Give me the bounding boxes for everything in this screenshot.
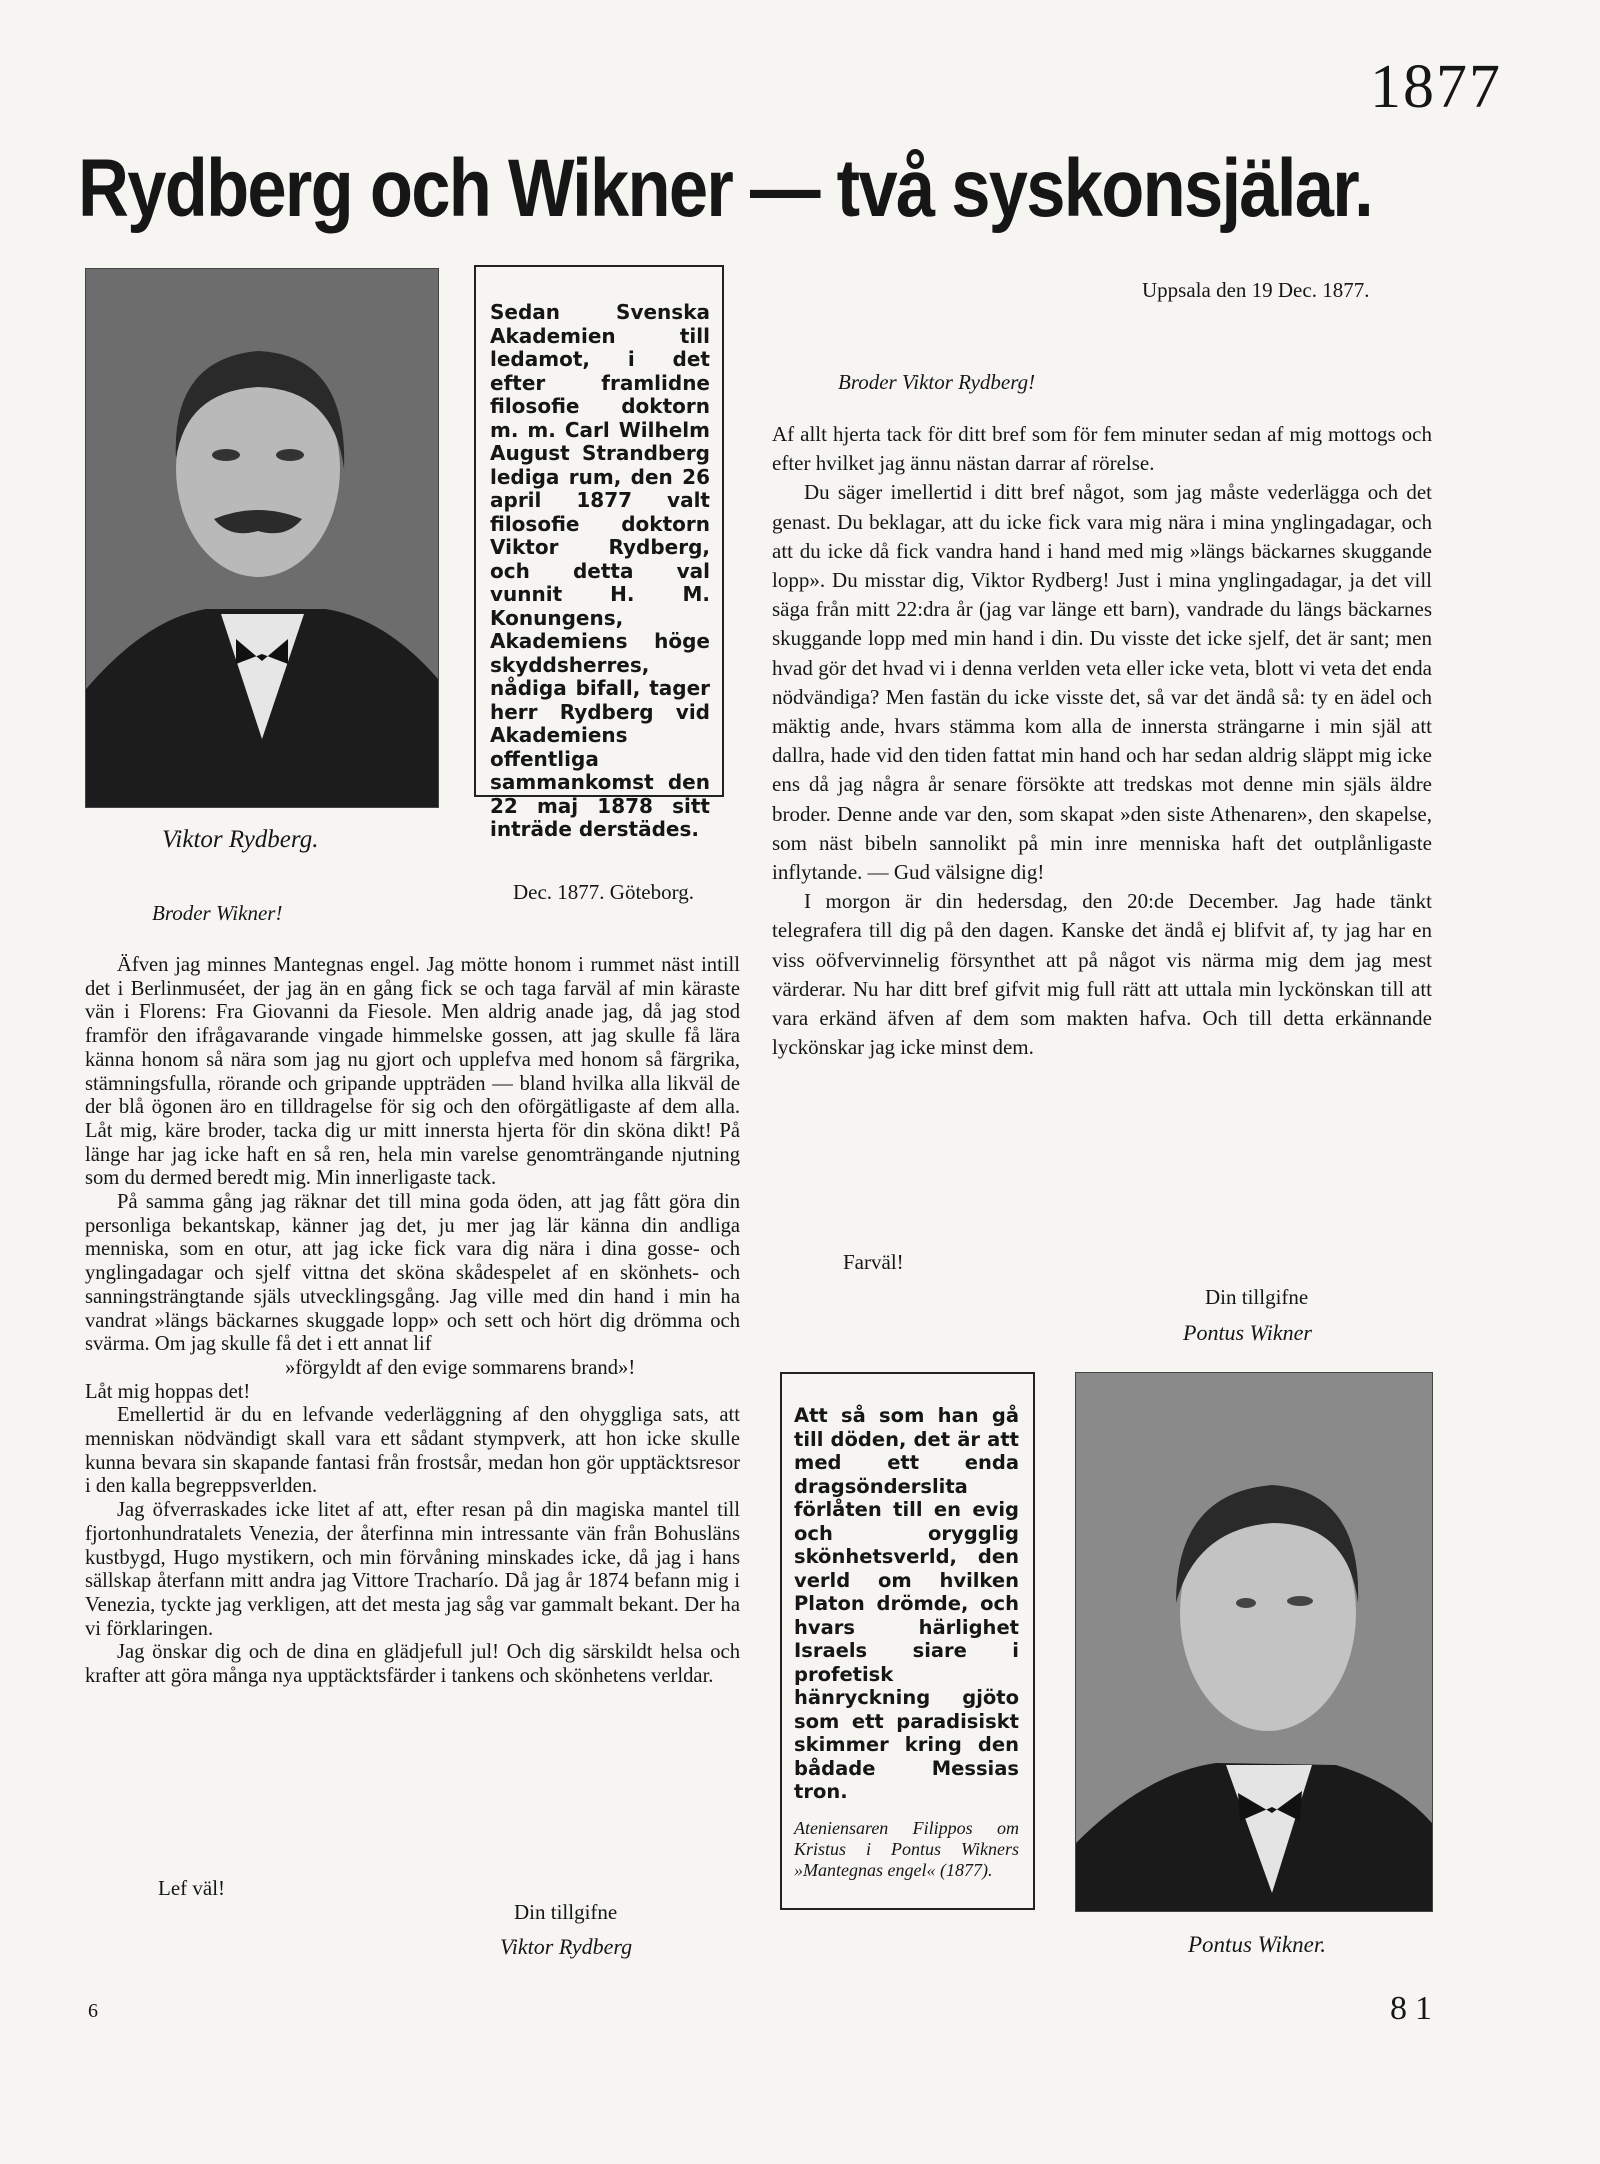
rydberg-paragraph: Emellertid är du en lefvande vederläggning af den ohyggliga sats, att menniskan nödvändigt skall vara ett sådant stympverk, att hon icke skulle kunna bevara sin skapande fantasi från frostsår, medan hon gör upptäcktsresor i den kalla begreppsverlden. (85, 1404, 740, 1498)
wikner-portrait (1075, 1372, 1433, 1912)
wikner-paragraph: Af allt hjerta tack för ditt bref som för fem minuter sedan af mig mottogs och efter hvilket jag ännu nästan darrar af rörelse. (772, 422, 1432, 476)
page-number-right: 81 (1390, 1990, 1440, 2027)
academy-notice-text: Sedan Svenska Akademien till ledamot, i det efter framlidne filosofie doktorn m. m. Carl Wilhelm August Strandberg lediga rum, den 26 april 1877 valt filosofie doktorn Viktor Rydberg, och detta val vunnit H. M. Konungens, Akademiens höge skyddsherres, nådiga bifall, tager herr Rydberg vid Akademiens offentliga sammankomst den 22 maj 1878 sitt inträde derstädes. (490, 300, 710, 841)
wikner-salutation: Broder Viktor Rydberg! (838, 370, 1036, 394)
wikner-paragraph: Du säger imellertid i ditt bref något, som jag måste vederlägga och det genast. Du beklagar, att du icke fick vara mig nära i mina ynglingadagar, och att du icke då fick vandra hand i hand med mig »längs bäckarnes skuggande lopp». Du misstar dig, Viktor Rydberg! Just i mina ynglingadagar, ja det vill säga från mitt 22:dra år (jag var länge ett barn), vandrade du längs bäckarnes skuggande lopp med min hand i din. Du visste det icke sjelf, det är sant; men hvad gör det hvad vi i denna verlden veta eller icke veta, blott vi veta det enda nödvändiga? Men fastän du icke visste det, så var det ändå så: ty en ädel och mäktig ande, hvars stämma kom alla de innersta strängarne i min själ att dallra, hade vid den tiden fattat min hand och har sedan aldrig släppt mig icke ens då jag några år senare försökte att tredskas mot denne min själs äldre broder. Denne ande var den, som skapat »den siste Athenaren», den skapelse, som näst bibeln sannolikt på min inre menniska haft det outplånligaste inflytande. — Gud välsigne dig! (772, 480, 1432, 885)
wikner-caption: Pontus Wikner. (1188, 1932, 1326, 1957)
rydberg-paragraph: Jag öfverraskades icke litet af att, efter resan på din magiska mantel till fjortonhundratalets Venezia, der återfinna min intressante vän från Bohusläns kustbygd, Hugo mystikern, och min förvåning minskades icke, då jag i hans sällskap återfann mitt andra jag Vittore Tracharío. Då jag år 1874 befann mig i Venezia, tyckte jag verkligen, att det mesta jag såg var gammalt bekant. Der ha vi förklaringen. (85, 1499, 740, 1640)
wikner-letter-body (772, 420, 1432, 1062)
rydberg-letter-body (85, 954, 740, 1689)
wikner-dateline: Uppsala den 19 Dec. 1877. (1142, 278, 1370, 302)
rydberg-sign-label: Din tillgifne (514, 1900, 618, 1924)
platon-quote-text: Att så som han gå till döden, det är att med ett enda dragsönderslita förlåten till en evig och orygglig skönhetsverld, den verld om hvilken Platon drömde, och hvars härlighet Israels siare i profetisk hänryckning gjöto som ett paradisiskt skimmer kring den bådade Messias tron. (794, 1404, 1019, 1803)
wikner-signature: Pontus Wikner (1183, 1320, 1312, 1345)
rydberg-salutation: Broder Wikner! (152, 901, 283, 925)
page-title: Rydberg och Wikner — två syskonsjälar. (78, 143, 1372, 234)
rydberg-quote-line: »förgyldt af den evige sommarens brand»! (285, 1356, 636, 1379)
wikner-closing: Farväl! (843, 1250, 904, 1274)
rydberg-paragraph: På samma gång jag räknar det till mina goda öden, att jag fått göra din personliga bekantskap, känner jag det, ju mer jag lär känna din andliga menniska, som en otur, att jag icke fick vara dig nära i dina gosse- och ynglingadagar och sjelf vittna det sköna skådespelet af en skönhets- och sanningsträngtande själs utvecklingsgång. Jag ville med din hand i min ha vandrat »längs bäckarnes skuggade lopp» och sett och hört dig drömma och svärma. Om jag skulle få det i ett annat lif (85, 1191, 740, 1356)
academy-notice-box (474, 265, 724, 841)
rydberg-caption: Viktor Rydberg. (162, 826, 319, 853)
rydberg-paragraph: Jag önskar dig och de dina en glädjefull jul! Och dig särskildt helsa och krafter att göra många nya upptäcktsfärder i tankens och skönhetens verldar. (85, 1641, 740, 1688)
rydberg-paragraph: Äfven jag minnes Mantegnas engel. Jag mötte honom i rummet näst intill det i Berlinmuséet, der jag än en gång fick se och taga farväl af min käraste vän i Florens: Fra Giovanni da Fiesole. Men aldrig anade jag, då jag stod framför den ifrågavarande vingade himmelske gossen, att jag skulle få lära känna honom så nära som jag nu gjort och upplefva med honom så färgrika, stämningsfulla, rörande och gripande uppträden — bland hvilka alla likväl de der blå ögonen äro en tilldragelse för sig och den oförgätligaste af dem alla. Låt mig, käre broder, tacka dig ur mitt innersta hjerta för din sköna dikt! På länge har jag icke haft en så ren, hela min varelse genomträngande njutning som du dermed beredt mig. Min innerligaste tack. (85, 954, 740, 1190)
wikner-sign-label: Din tillgifne (1205, 1285, 1309, 1309)
rydberg-closing: Lef väl! (158, 1876, 226, 1900)
rydberg-dateline: Dec. 1877. Göteborg. (513, 880, 694, 904)
rydberg-paragraph: Låt mig hoppas det! (85, 1380, 251, 1403)
year-heading: 1877 (1370, 53, 1502, 121)
platon-quote-attribution: Ateniensaren Filippos om Kristus i Pontus Wikners »Mantegnas engel« (1877). (794, 1817, 1019, 1880)
platon-quote-box (780, 1372, 1035, 1910)
page-number-left: 6 (88, 2000, 98, 2022)
rydberg-signature: Viktor Rydberg (500, 1934, 633, 1959)
rydberg-portrait (85, 268, 439, 808)
wikner-paragraph: I morgon är din hedersdag, den 20:de December. Jag hade tänkt telegrafera till dig på den dagen. Kanske det ändå ej blifvit af, ty jag har en viss oöfvervinnelig försynthet att på något vis närma mig dem jag mest värderar. Nu har ditt bref gifvit mig full rätt att uttala min lyckönskan till att vara erkänd äfven af dem som makten hafva. Och till detta erkännande lyckönskar jag icke minst dem. (772, 889, 1432, 1060)
